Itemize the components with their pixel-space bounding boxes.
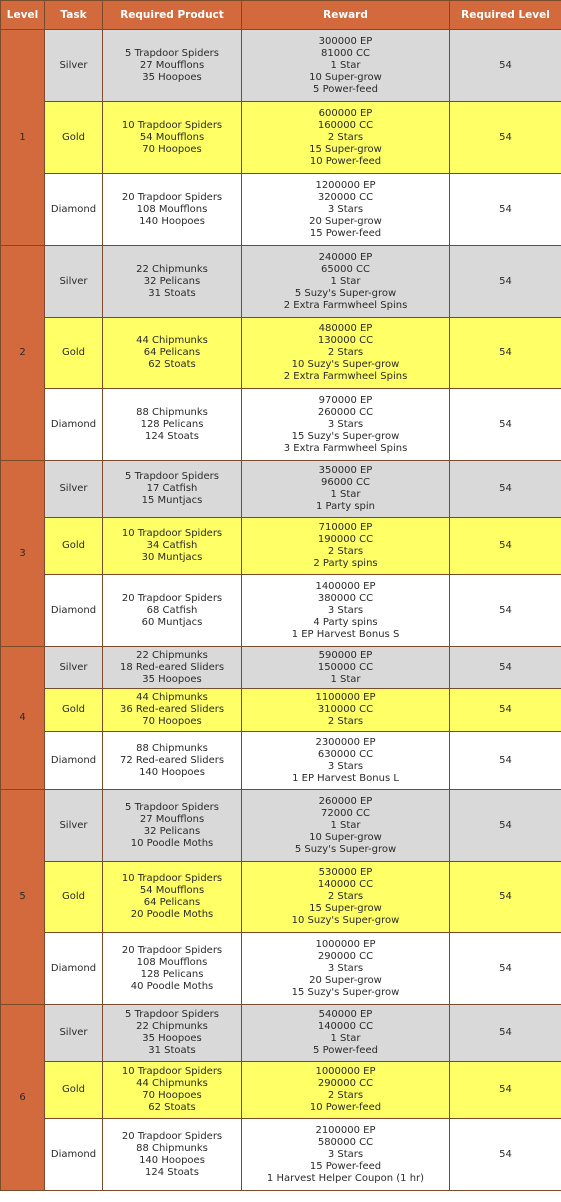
product-line: 5 Trapdoor Spiders	[125, 801, 219, 813]
product-line: 31 Stoats	[148, 1045, 196, 1056]
required-level-cell: 54	[450, 461, 561, 518]
product-line: 20 Trapdoor Spiders	[121, 592, 223, 604]
task-cell: Gold	[45, 102, 103, 174]
reward-line: 580000 CC	[317, 1136, 374, 1148]
task-cell: Diamond	[45, 174, 103, 246]
product-line: 35 Hoopoes	[142, 71, 202, 83]
product-line: 124 Stoats	[145, 1166, 199, 1178]
product-line: 60 Muntjacs	[141, 616, 203, 628]
reward-cell	[242, 30, 450, 102]
required-level-cell: 54	[450, 1005, 561, 1062]
product-line: 140 Hoopoes	[139, 766, 205, 778]
product-line: 27 Moufflons	[139, 59, 205, 71]
task-cell: Silver	[45, 647, 103, 689]
reward-line: 3 Stars	[327, 418, 364, 430]
reward-line: 10 Suzy's Super-grow	[291, 915, 400, 926]
table-row	[1, 1119, 561, 1191]
product-line: 20 Trapdoor Spiders	[121, 191, 223, 203]
product-line: 54 Moufflons	[139, 131, 205, 143]
required-product-cell	[103, 862, 242, 933]
task-cell: Silver	[45, 30, 103, 102]
product-line: 64 Pelicans	[143, 347, 201, 358]
reward-cell	[242, 1062, 450, 1119]
reward-line: 150000 CC	[317, 661, 374, 673]
table-row	[1, 102, 561, 174]
product-line: 10 Trapdoor Spiders	[121, 528, 223, 539]
reward-line: 15 Power-feed	[309, 227, 382, 239]
product-line: 44 Chipmunks	[136, 335, 208, 346]
product-line: 44 Chipmunks	[136, 692, 208, 703]
product-line: 64 Pelicans	[143, 897, 201, 908]
table-row	[1, 1005, 561, 1062]
table-row	[1, 246, 561, 318]
reward-line: 1000000 EP	[315, 938, 376, 950]
reward-line: 3 Extra Farmwheel Spins	[283, 442, 408, 454]
reward-line: 2 Party spins	[313, 558, 378, 569]
required-level-cell: 54	[450, 790, 561, 862]
task-cell: Silver	[45, 461, 103, 518]
reward-line: 1000000 EP	[315, 1066, 376, 1077]
product-line: 17 Catfish	[146, 483, 198, 494]
reward-cell	[242, 689, 450, 732]
table-row	[1, 389, 561, 461]
reward-cell	[242, 518, 450, 575]
required-level-cell: 54	[450, 389, 561, 461]
reward-line: 2 Extra Farmwheel Spins	[283, 371, 408, 382]
reward-line: 130000 CC	[317, 335, 374, 346]
table-row	[1, 174, 561, 246]
reward-line: 3 Stars	[327, 604, 364, 616]
product-line: 35 Hoopoes	[142, 673, 202, 685]
reward-line: 630000 CC	[317, 748, 374, 760]
task-cell: Silver	[45, 790, 103, 862]
product-line: 5 Trapdoor Spiders	[125, 471, 219, 482]
quest-table-body	[1, 30, 561, 1191]
task-cell: Gold	[45, 518, 103, 575]
level-cell: 5	[1, 790, 45, 1005]
product-line: 34 Catfish	[146, 540, 198, 551]
product-line: 36 Red-eared Sliders	[119, 704, 225, 715]
reward-line: 1 EP Harvest Bonus L	[292, 772, 399, 784]
reward-line: 380000 CC	[317, 592, 374, 604]
reward-line: 1 EP Harvest Bonus S	[291, 628, 400, 640]
reward-line: 310000 CC	[317, 704, 374, 715]
required-product-cell	[103, 575, 242, 647]
product-line: 20 Trapdoor Spiders	[121, 1130, 223, 1142]
required-level-cell: 54	[450, 647, 561, 689]
reward-line: 3 Stars	[327, 1148, 364, 1160]
product-line: 62 Stoats	[148, 359, 196, 370]
product-line: 22 Chipmunks	[136, 649, 208, 661]
table-row	[1, 647, 561, 689]
product-line: 10 Trapdoor Spiders	[121, 873, 223, 884]
required-level-cell: 54	[450, 862, 561, 933]
reward-line: 600000 EP	[318, 107, 373, 119]
product-line: 5 Trapdoor Spiders	[125, 1009, 219, 1020]
reward-line: 15 Super-grow	[309, 143, 382, 155]
product-line: 70 Hoopoes	[142, 1090, 202, 1101]
product-line: 10 Trapdoor Spiders	[121, 1066, 223, 1077]
required-level-cell: 54	[450, 174, 561, 246]
reward-line: 65000 CC	[321, 263, 370, 275]
product-line: 62 Stoats	[148, 1102, 196, 1113]
reward-line: 590000 EP	[318, 649, 373, 661]
table-row	[1, 461, 561, 518]
task-cell: Diamond	[45, 732, 103, 790]
reward-line: 15 Power-feed	[309, 1160, 382, 1172]
product-line: 10 Trapdoor Spiders	[121, 119, 223, 131]
reward-line: 1 Harvest Helper Coupon (1 hr)	[266, 1172, 425, 1184]
product-line: 18 Red-eared Sliders	[119, 661, 225, 673]
reward-line: 15 Suzy's Super-grow	[291, 986, 400, 998]
product-line: 30 Muntjacs	[141, 552, 203, 563]
required-product-cell	[103, 461, 242, 518]
required-product-cell	[103, 246, 242, 318]
reward-line: 2 Stars	[327, 131, 364, 143]
reward-cell	[242, 732, 450, 790]
required-product-cell	[103, 518, 242, 575]
product-line: 10 Poodle Moths	[130, 837, 214, 849]
required-level-cell: 54	[450, 518, 561, 575]
reward-line: 5 Power-feed	[313, 1045, 378, 1056]
required-product-cell	[103, 647, 242, 689]
reward-line: 20 Super-grow	[309, 215, 382, 227]
table-row	[1, 862, 561, 933]
reward-line: 10 Super-grow	[309, 71, 382, 83]
reward-line: 2 Stars	[327, 347, 364, 358]
reward-cell	[242, 862, 450, 933]
reward-line: 1 Star	[330, 275, 361, 287]
reward-line: 1100000 EP	[315, 692, 376, 703]
level-cell: 3	[1, 461, 45, 647]
task-cell: Diamond	[45, 575, 103, 647]
task-cell: Gold	[45, 862, 103, 933]
reward-line: 1 Star	[330, 59, 361, 71]
reward-line: 15 Suzy's Super-grow	[291, 430, 400, 442]
table-row	[1, 933, 561, 1005]
reward-cell	[242, 389, 450, 461]
table-row	[1, 30, 561, 102]
header-task: Task	[45, 1, 103, 30]
reward-line: 3 Stars	[327, 760, 364, 772]
product-line: 54 Moufflons	[139, 885, 205, 896]
reward-line: 1 Party spin	[315, 501, 376, 512]
product-line: 20 Trapdoor Spiders	[121, 944, 223, 956]
reward-line: 290000 CC	[317, 1078, 374, 1089]
required-level-cell: 54	[450, 246, 561, 318]
reward-line: 5 Suzy's Super-grow	[294, 843, 397, 855]
task-cell: Diamond	[45, 1119, 103, 1191]
product-line: 140 Hoopoes	[139, 215, 205, 227]
product-line: 88 Chipmunks	[136, 742, 208, 754]
required-level-cell: 54	[450, 102, 561, 174]
product-line: 44 Chipmunks	[136, 1078, 208, 1089]
product-line: 32 Pelicans	[143, 825, 201, 837]
reward-line: 10 Super-grow	[309, 831, 382, 843]
reward-line: 4 Party spins	[313, 616, 378, 628]
product-line: 124 Stoats	[145, 430, 199, 442]
header-level: Level	[1, 1, 45, 30]
product-line: 108 Moufflons	[136, 203, 208, 215]
reward-line: 320000 CC	[317, 191, 374, 203]
reward-line: 5 Suzy's Super-grow	[294, 287, 397, 299]
product-line: 40 Poodle Moths	[130, 980, 214, 992]
reward-line: 260000 CC	[317, 406, 374, 418]
table-row	[1, 518, 561, 575]
reward-line: 10 Power-feed	[309, 155, 382, 167]
required-level-cell: 54	[450, 689, 561, 732]
product-line: 15 Muntjacs	[141, 495, 203, 506]
task-cell: Diamond	[45, 933, 103, 1005]
reward-line: 710000 EP	[318, 522, 373, 533]
reward-line: 480000 EP	[318, 323, 373, 334]
reward-line: 2300000 EP	[315, 736, 376, 748]
required-product-cell	[103, 30, 242, 102]
level-cell: 4	[1, 647, 45, 790]
required-product-cell	[103, 1062, 242, 1119]
reward-cell	[242, 575, 450, 647]
task-cell: Silver	[45, 1005, 103, 1062]
reward-line: 1 Star	[330, 489, 361, 500]
reward-line: 1200000 EP	[315, 179, 376, 191]
reward-cell	[242, 1005, 450, 1062]
reward-line: 350000 EP	[318, 465, 373, 476]
task-cell: Diamond	[45, 389, 103, 461]
required-product-cell	[103, 318, 242, 389]
product-line: 35 Hoopoes	[142, 1033, 202, 1044]
reward-line: 190000 CC	[317, 534, 374, 545]
table-row	[1, 1062, 561, 1119]
product-line: 140 Hoopoes	[139, 1154, 205, 1166]
header-row	[1, 1, 561, 30]
reward-cell	[242, 461, 450, 518]
reward-cell	[242, 790, 450, 862]
table-row	[1, 790, 561, 862]
reward-cell	[242, 647, 450, 689]
task-cell: Silver	[45, 246, 103, 318]
required-level-cell: 54	[450, 318, 561, 389]
product-line: 31 Stoats	[148, 287, 196, 299]
reward-cell	[242, 174, 450, 246]
reward-line: 240000 EP	[318, 251, 373, 263]
reward-cell	[242, 933, 450, 1005]
reward-line: 260000 EP	[318, 795, 373, 807]
required-level-cell: 54	[450, 1062, 561, 1119]
reward-line: 300000 EP	[318, 35, 373, 47]
required-product-cell	[103, 389, 242, 461]
table-row	[1, 318, 561, 389]
product-line: 20 Poodle Moths	[130, 909, 214, 920]
reward-line: 290000 CC	[317, 950, 374, 962]
reward-cell	[242, 102, 450, 174]
required-product-cell	[103, 933, 242, 1005]
reward-line: 20 Super-grow	[309, 974, 382, 986]
reward-line: 160000 CC	[317, 119, 374, 131]
product-line: 88 Chipmunks	[136, 1142, 208, 1154]
header-required-level: Required Level	[450, 1, 561, 30]
required-product-cell	[103, 1005, 242, 1062]
reward-line: 540000 EP	[318, 1009, 373, 1020]
reward-cell	[242, 318, 450, 389]
task-cell: Gold	[45, 1062, 103, 1119]
task-cell: Gold	[45, 689, 103, 732]
level-cell: 1	[1, 30, 45, 246]
reward-line: 1 Star	[330, 1033, 361, 1044]
reward-line: 2 Extra Farmwheel Spins	[283, 299, 408, 311]
required-level-cell: 54	[450, 30, 561, 102]
reward-line: 10 Suzy's Super-grow	[291, 359, 400, 370]
task-cell: Gold	[45, 318, 103, 389]
reward-line: 3 Stars	[327, 962, 364, 974]
reward-line: 81000 CC	[321, 47, 370, 59]
header-required-product: Required Product	[103, 1, 242, 30]
reward-cell	[242, 1119, 450, 1191]
reward-line: 2 Stars	[327, 716, 364, 727]
required-level-cell: 54	[450, 1119, 561, 1191]
table-row	[1, 575, 561, 647]
reward-line: 96000 CC	[321, 477, 370, 488]
required-level-cell: 54	[450, 732, 561, 790]
table-row	[1, 732, 561, 790]
product-line: 70 Hoopoes	[142, 143, 202, 155]
product-line: 70 Hoopoes	[142, 716, 202, 727]
required-product-cell	[103, 732, 242, 790]
reward-line: 2 Stars	[327, 546, 364, 557]
product-line: 22 Chipmunks	[136, 263, 208, 275]
required-level-cell: 54	[450, 575, 561, 647]
product-line: 22 Chipmunks	[136, 1021, 208, 1032]
table-row	[1, 689, 561, 732]
required-product-cell	[103, 1119, 242, 1191]
reward-line: 1 Star	[330, 819, 361, 831]
required-level-cell: 54	[450, 933, 561, 1005]
reward-line: 1400000 EP	[315, 580, 376, 592]
reward-line: 72000 CC	[321, 807, 370, 819]
reward-line: 530000 EP	[318, 867, 373, 878]
required-product-cell	[103, 790, 242, 862]
required-product-cell	[103, 102, 242, 174]
reward-line: 140000 CC	[317, 879, 374, 890]
product-line: 5 Trapdoor Spiders	[125, 47, 219, 59]
level-cell: 6	[1, 1005, 45, 1191]
reward-line: 2 Stars	[327, 1090, 364, 1101]
product-line: 128 Pelicans	[140, 418, 204, 430]
product-line: 88 Chipmunks	[136, 406, 208, 418]
reward-line: 2100000 EP	[315, 1124, 376, 1136]
product-line: 68 Catfish	[146, 604, 198, 616]
product-line: 32 Pelicans	[143, 275, 201, 287]
product-line: 128 Pelicans	[140, 968, 204, 980]
reward-line: 15 Super-grow	[309, 903, 382, 914]
required-product-cell	[103, 174, 242, 246]
header-reward: Reward	[242, 1, 450, 30]
reward-cell	[242, 246, 450, 318]
reward-line: 10 Power-feed	[309, 1102, 382, 1113]
reward-line: 2 Stars	[327, 891, 364, 902]
reward-line: 5 Power-feed	[313, 83, 378, 95]
product-line: 72 Red-eared Sliders	[119, 754, 225, 766]
reward-line: 1 Star	[330, 673, 361, 685]
reward-line: 3 Stars	[327, 203, 364, 215]
reward-line: 140000 CC	[317, 1021, 374, 1032]
product-line: 27 Moufflons	[139, 813, 205, 825]
reward-line: 970000 EP	[318, 394, 373, 406]
required-product-cell	[103, 689, 242, 732]
level-cell: 2	[1, 246, 45, 461]
product-line: 108 Moufflons	[136, 956, 208, 968]
